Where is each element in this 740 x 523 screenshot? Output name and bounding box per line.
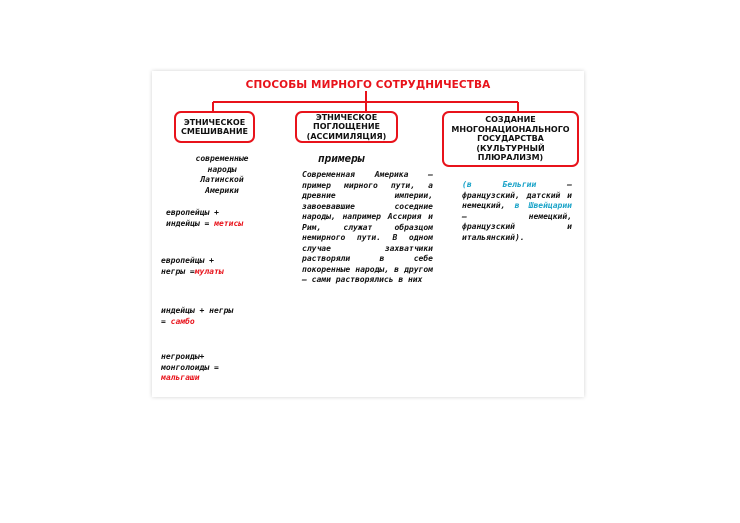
mixing-item-result: самбо: [170, 316, 195, 326]
pluralism-prep: в: [466, 180, 503, 189]
mixing-item-result: мулаты: [194, 266, 224, 276]
mixing-item: [161, 352, 271, 384]
pluralism-languages: французский, датский и немецкий,: [462, 190, 572, 210]
box-ethnic-mixing: [174, 111, 255, 143]
mixing-item-result: метисы: [214, 218, 244, 228]
pluralism-country: Бельгии: [502, 180, 537, 189]
diagram-title: СПОСОБЫ МИРНОГО СОТРУДНИЧЕСТВА: [245, 79, 491, 91]
mixing-item-prefix: индейцы + негры =: [161, 306, 234, 326]
mixing-item-prefix: европейцы + индейцы =: [166, 208, 219, 228]
mixing-item: [161, 306, 273, 327]
mixing-item: [161, 256, 271, 277]
box-ethnic-mixing-label: ЭТНИЧЕСКОЕ СМЕШИВАНИЕ: [180, 117, 249, 136]
mixing-item-prefix: негроиды+ монголоиды =: [161, 352, 219, 372]
box-ethnic-assimilation: [295, 111, 398, 143]
pluralism-country: Швейцарии: [528, 201, 572, 210]
box-cultural-pluralism-label: СОЗДАНИЕ МНОГОНАЦИОНАЛЬНОГО ГОСУДАРСТВА (КУЛЬТУРНЫЙ ПЛЮРАЛИЗМ): [451, 115, 570, 163]
examples-heading: примеры: [318, 152, 365, 165]
pluralism-languages: немецкий, французский и итальянский).: [462, 211, 572, 242]
assimilation-text: Современная Америка — пример мирного пути, а древние империи, завоевавшие соседние народы, например Ассирия и Рим, служат образцом немирного пути. В одном случае захватчики растворяли в себе покоренные народы, в другом — сами растворялись в них: [302, 170, 433, 284]
mixing-intro: современные народы Латинской Америки: [195, 154, 249, 195]
mixing-item-result: мальгаши: [161, 373, 200, 382]
slide: [152, 71, 584, 397]
pluralism-dash: –: [462, 211, 467, 221]
pluralism-text: [462, 180, 572, 243]
box-cultural-pluralism: [442, 111, 579, 167]
mixing-item: [166, 208, 276, 229]
box-ethnic-assimilation-label: ЭТНИЧЕСКОЕ ПОГЛОЩЕНИЕ (АССИМИЛЯЦИЯ): [306, 112, 387, 141]
pluralism-dash: –: [536, 180, 572, 189]
pluralism-open-paren: (: [462, 180, 467, 189]
mixing-item-prefix: европейцы + негры =: [161, 256, 214, 276]
pluralism-prep: в: [514, 201, 529, 210]
